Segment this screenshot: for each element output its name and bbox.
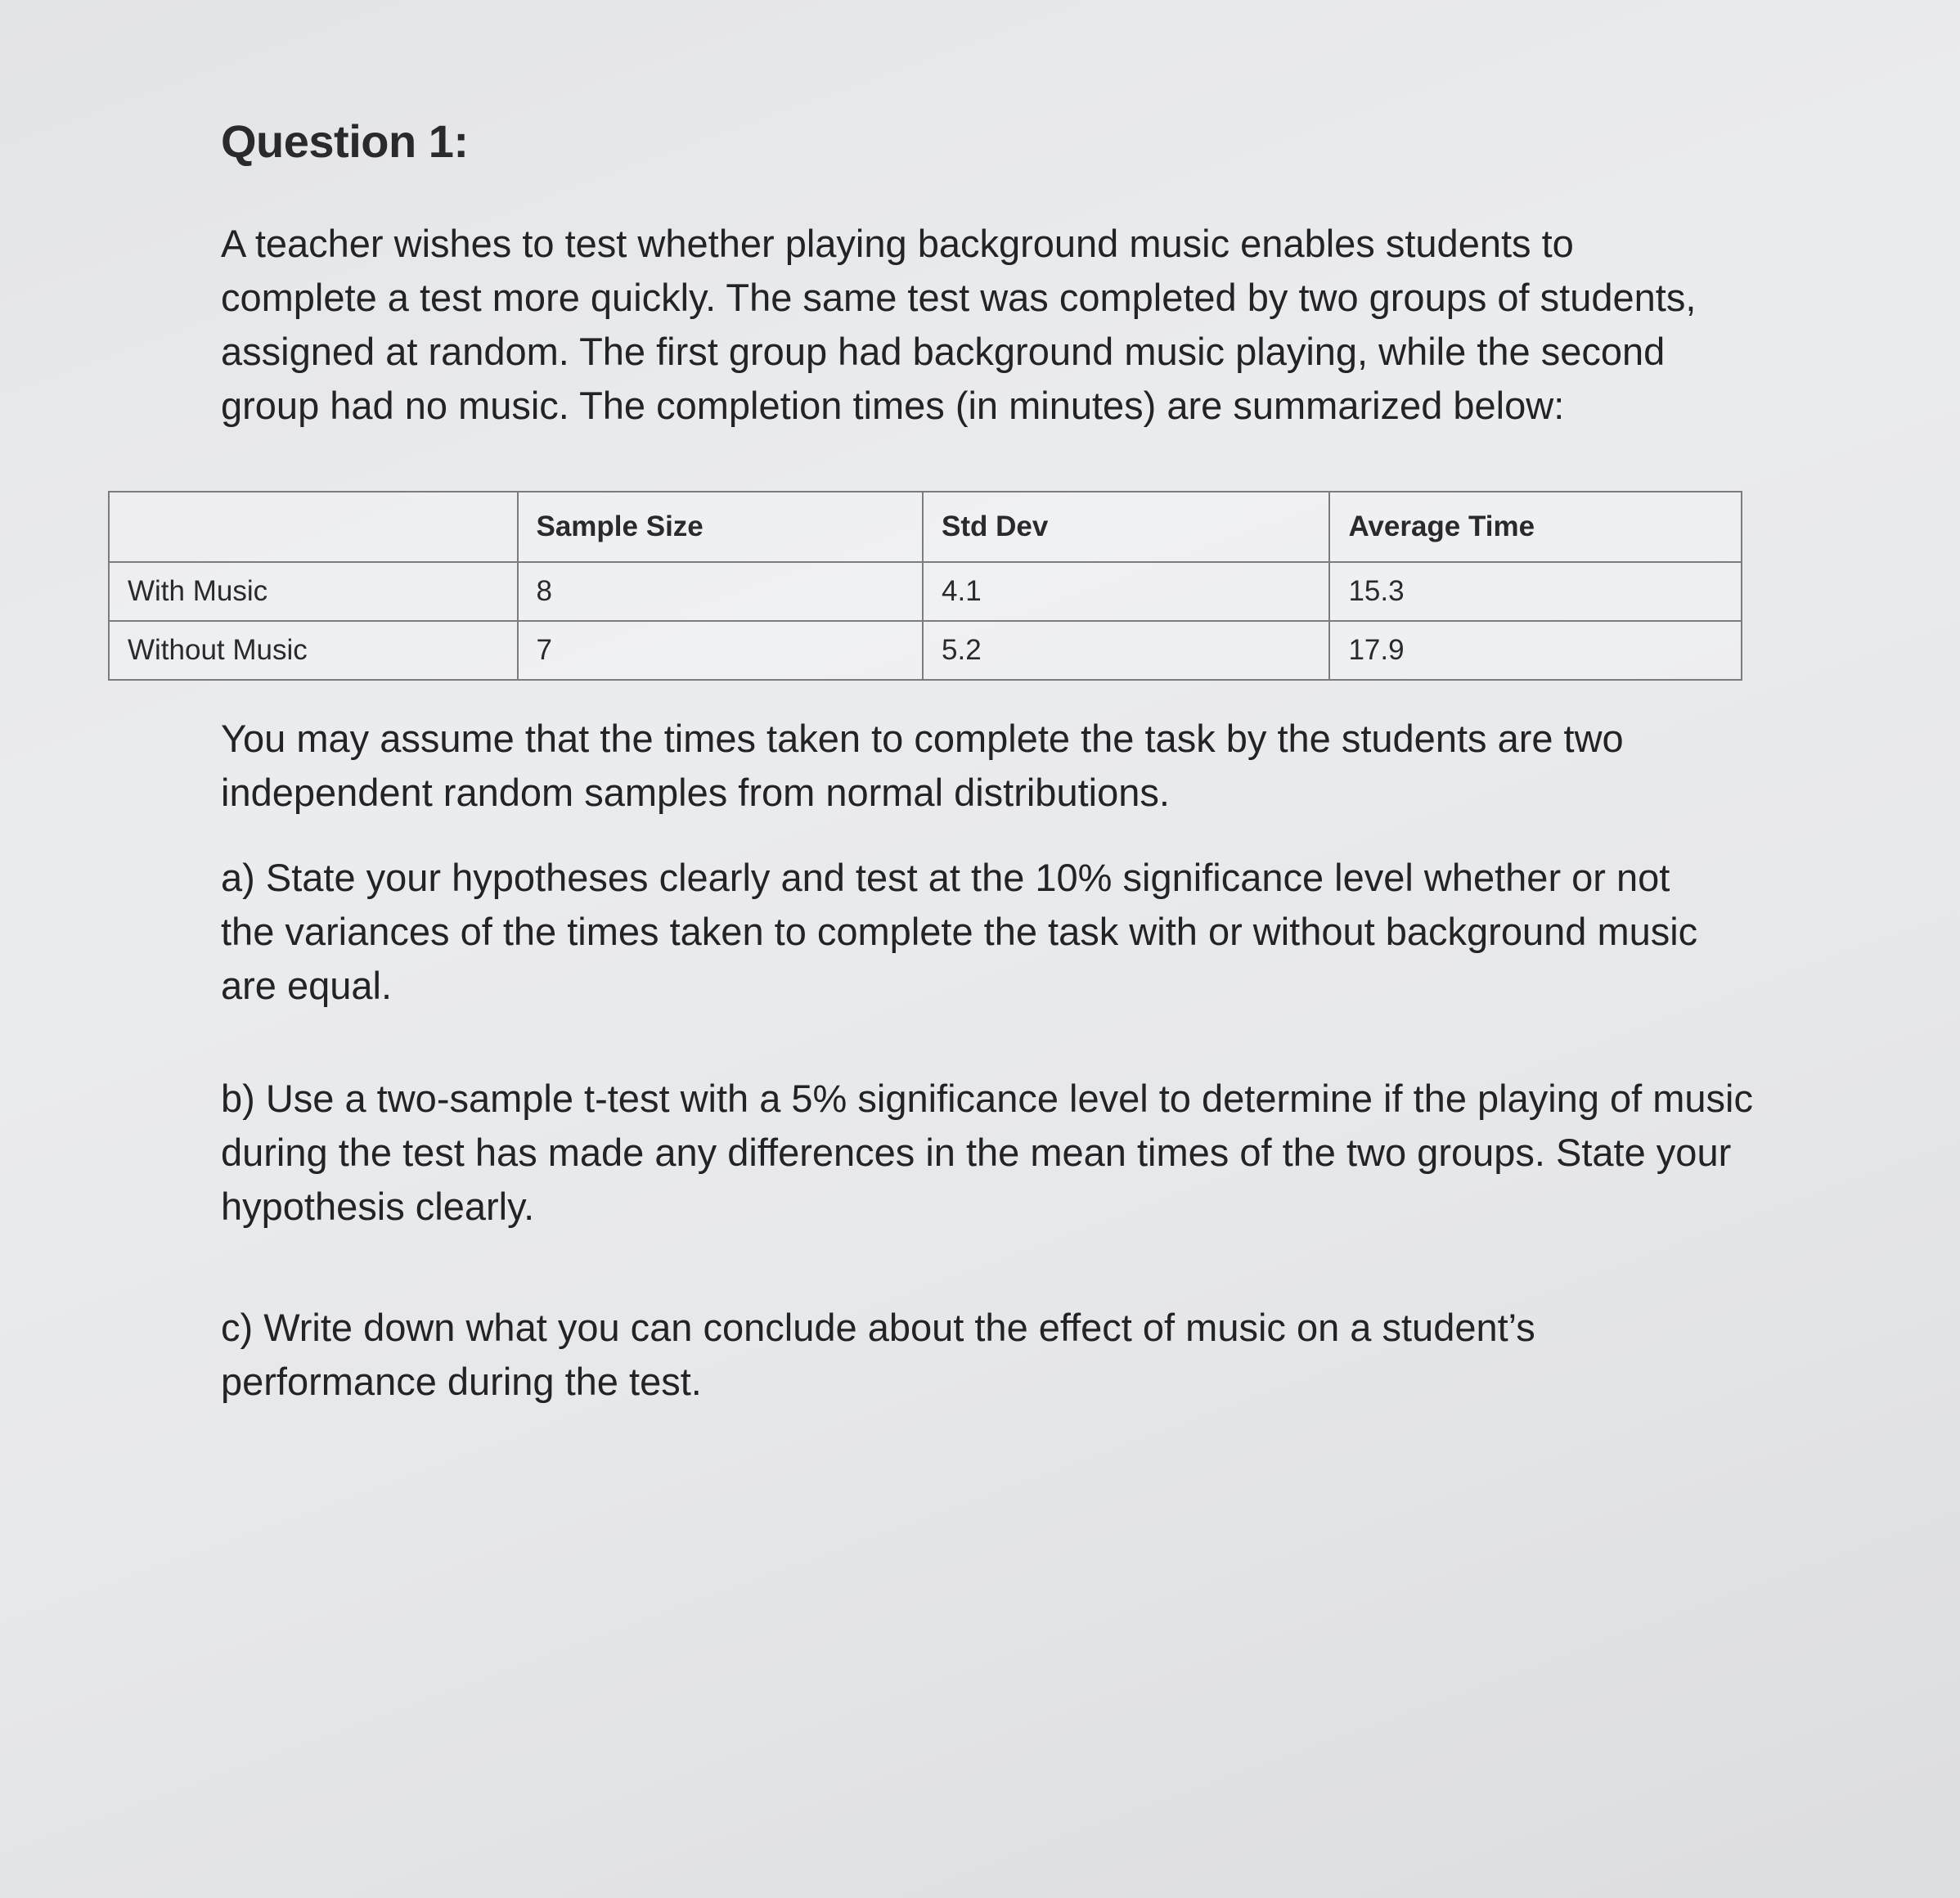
summary-table [108, 491, 1742, 681]
part-a-text: a) State your hypotheses clearly and test at the 10% significance level whether or not the variances of the times taken to complete the task with or without background music are equal. [221, 856, 1698, 1007]
table-header-cell: Average Time [1329, 492, 1742, 562]
table-cell-std-dev: 4.1 [923, 562, 1329, 621]
table-cell-std-dev: 5.2 [923, 621, 1329, 680]
table-cell-group: With Music [109, 562, 518, 621]
question-intro: A teacher wishes to test whether playing background music enables students to complete a test more quickly. The same test was completed by two groups of students, assigned at random. The first group had background music playing, while the second group had no music. The completion times (in minutes) are summarized below: [221, 222, 1697, 427]
table-cell-average-time: 17.9 [1329, 621, 1742, 680]
part-b-text: b) Use a two-sample t-test with a 5% significance level to determine if the playing of music during the test has made any differences in the mean times of the two groups. State your hypothesis clearly. [221, 1077, 1754, 1228]
table-cell-group: Without Music [109, 621, 518, 680]
table-cell-sample-size: 7 [518, 621, 924, 680]
question-title: Question 1: [221, 115, 469, 167]
table-header-cell: Sample Size [518, 492, 924, 562]
assumption-text: You may assume that the times taken to complete the task by the students are two independent random samples from normal distributions. [221, 717, 1624, 814]
part-c-text: c) Write down what you can conclude about the effect of music on a student’s performance during the test. [221, 1306, 1535, 1403]
table-row [109, 621, 1742, 680]
table-row [109, 562, 1742, 621]
table-header-cell: Std Dev [923, 492, 1329, 562]
table-cell-sample-size: 8 [518, 562, 924, 621]
table-cell-average-time: 15.3 [1329, 562, 1742, 621]
table-header-cell [109, 492, 518, 562]
table-header-row [109, 492, 1742, 562]
